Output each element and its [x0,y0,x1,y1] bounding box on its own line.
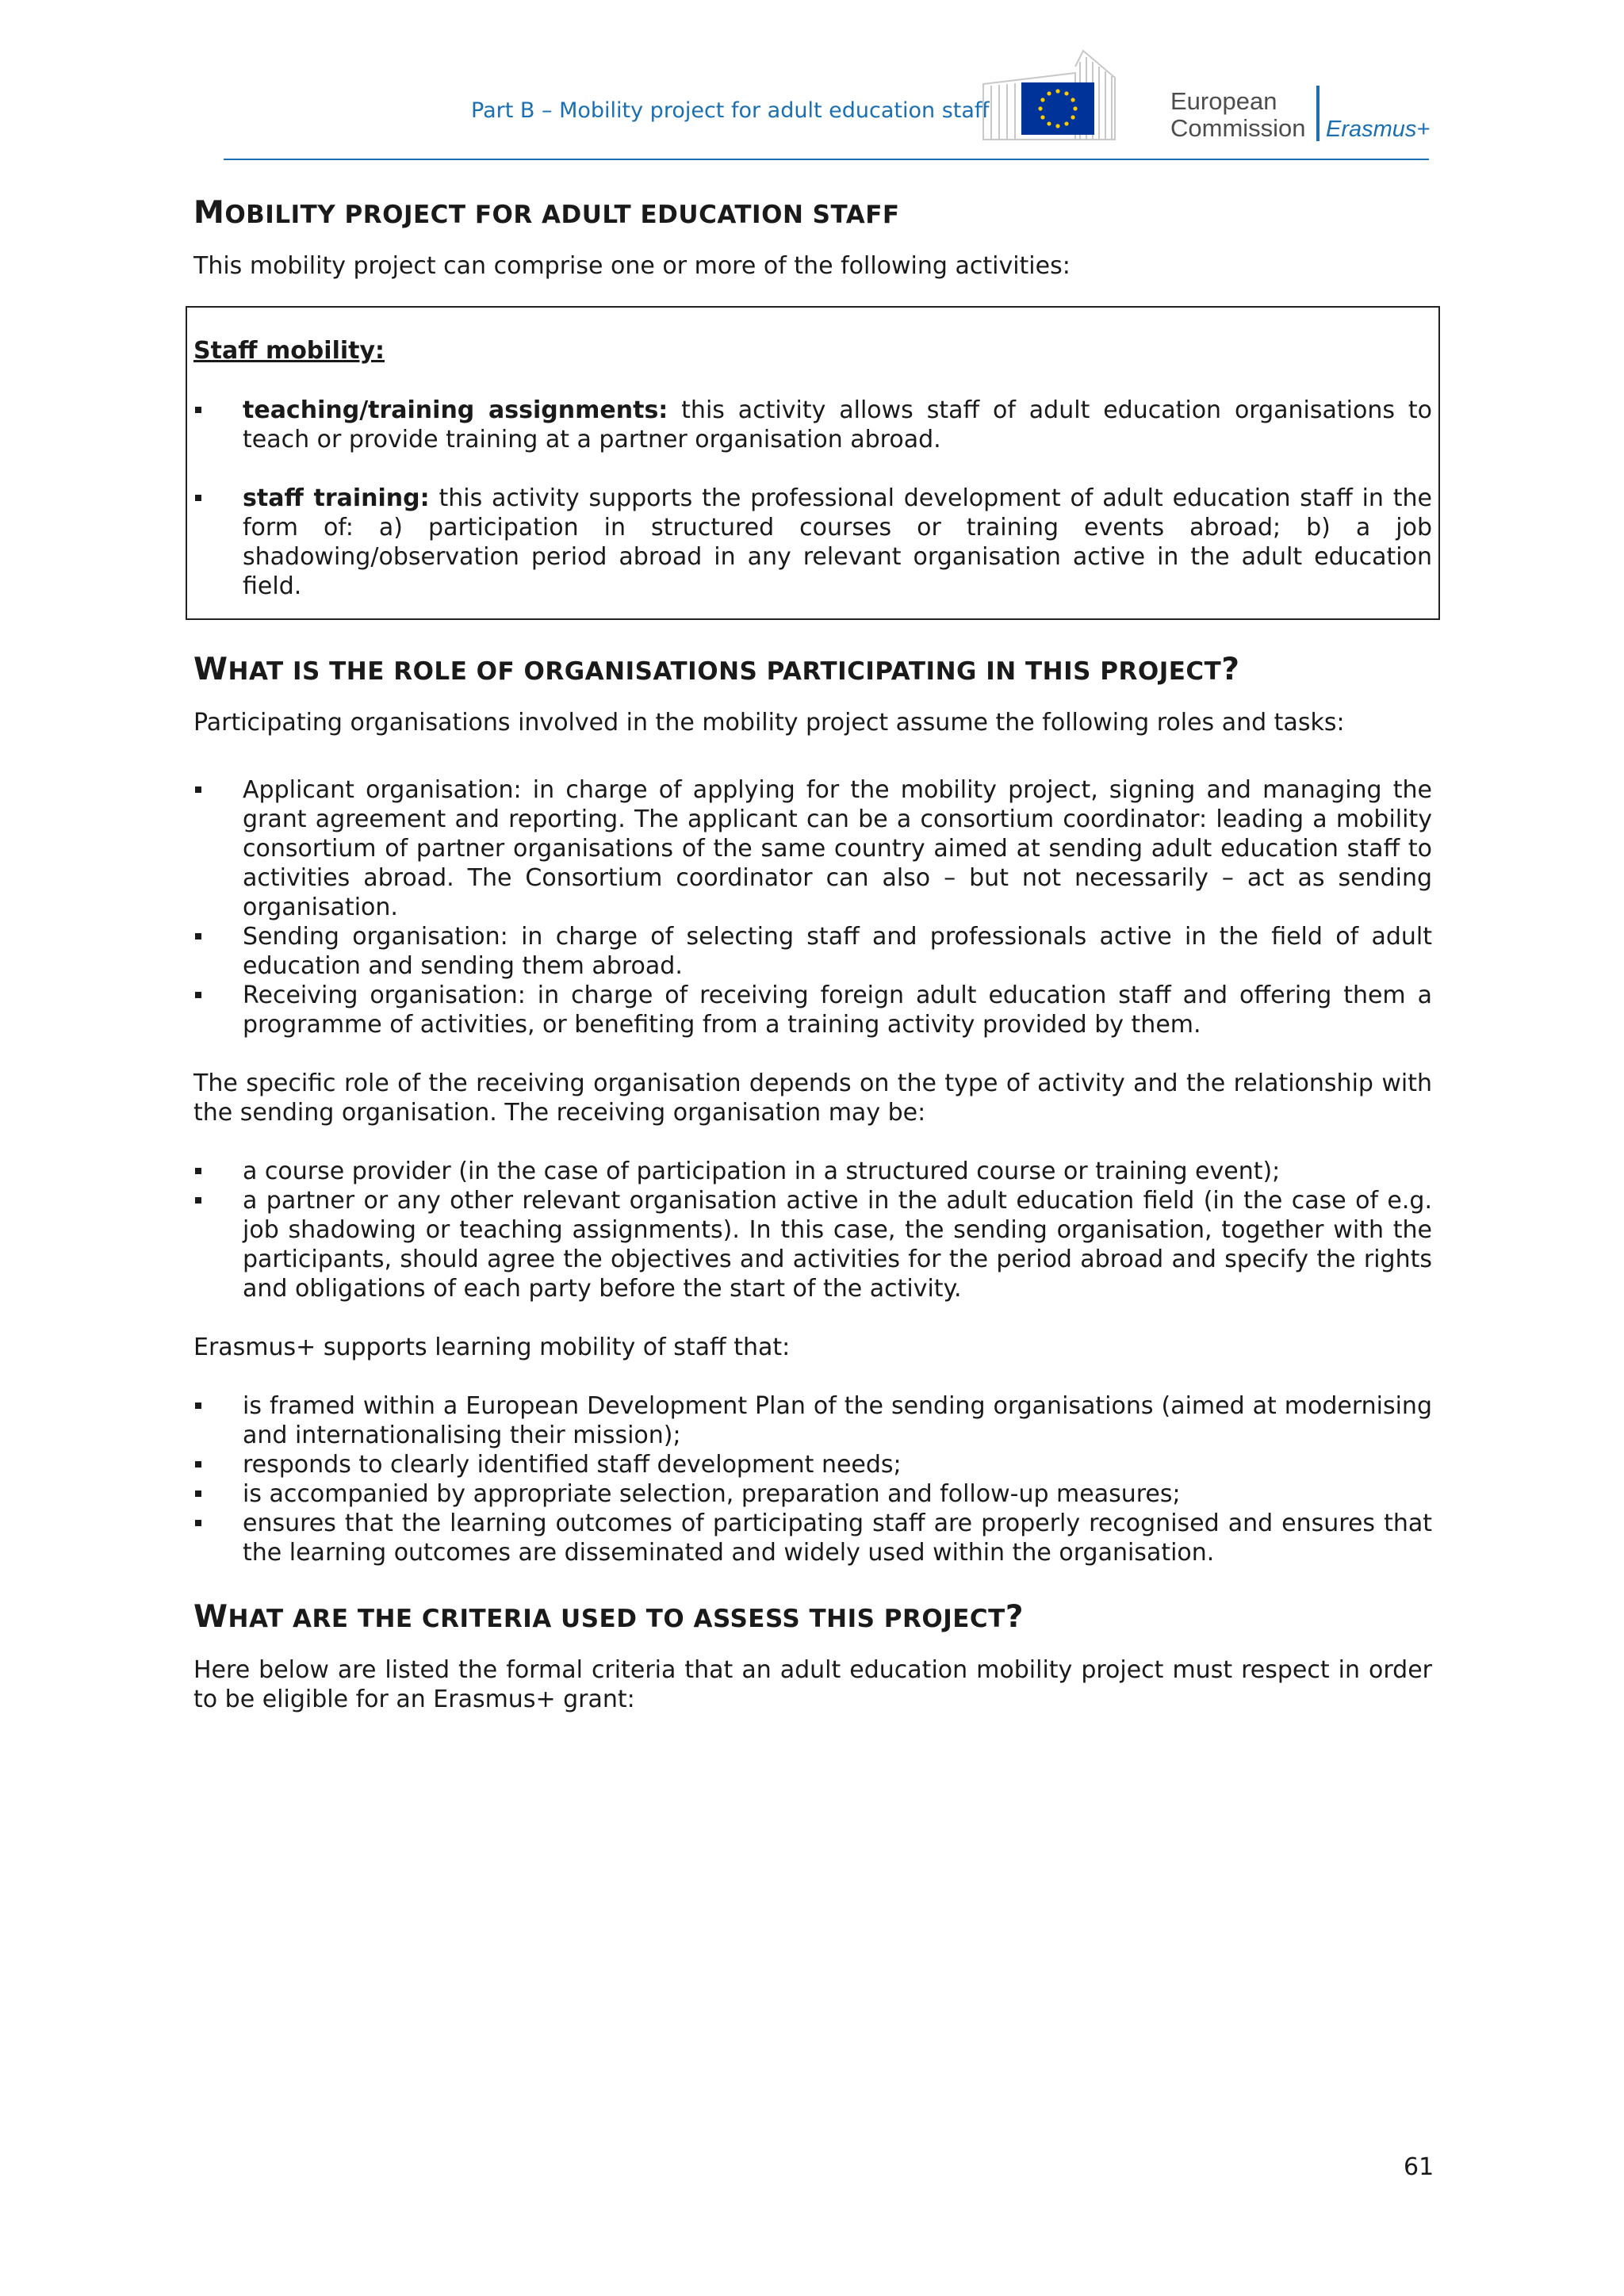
section-heading-criteria: WHAT ARE THE CRITERIA USED TO ASSESS THIS PROJECT? [193,1599,1024,1635]
eu-star-icon [1047,91,1051,95]
european-commission-logo [980,46,1434,149]
bullet-icon [195,786,201,793]
eu-star-icon [1073,106,1077,110]
list-item: Receiving organisation: in charge of receiving foreign adult education staff and offering them a programme of activities, or benefiting from a training activity provided by them. [193,981,1432,1039]
logo-line2: Commission [1170,114,1306,142]
activity-list [193,396,1432,601]
eu-star-icon [1038,106,1042,110]
staff-mobility-box [186,306,1440,620]
eu-star-icon [1071,98,1074,101]
list-item: a partner or any other relevant organisation active in the adult education field (in the case of e.g. job shadowing or teaching assignments). In this case, the sending organisation, together with the participants, should agree the objectives and activities for the period abroad and specify the rights and obligations of each party before the start of the activity. [193,1186,1432,1303]
intro-text: This mobility project can comprise one or more of the following activities: [193,252,1071,280]
roles-list [193,775,1432,1039]
bullet-icon [195,495,201,501]
support-list [193,1391,1432,1567]
list-item: is framed within a European Development Plan of the sending organisations (aimed at modernising and internationalising their mission); [193,1391,1432,1450]
eu-star-icon [1055,124,1059,128]
box-title: Staff mobility: [193,337,385,365]
page-number: 61 [1404,2153,1434,2181]
list-item: is accompanied by appropriate selection, preparation and follow-up measures; [193,1479,1432,1509]
bullet-icon [195,1461,201,1468]
eu-star-icon [1055,89,1059,93]
eu-star-icon [1064,121,1068,125]
bullet-icon [195,1520,201,1526]
eu-star-icon [1071,115,1074,119]
eu-star-icon [1047,121,1051,125]
content [193,190,1432,1714]
eu-star-icon [1040,98,1044,101]
eu-star-icon [1064,91,1068,95]
bullet-icon [195,1490,201,1497]
criteria-text: Here below are listed the formal criteria that an adult education mobility project must respect in order to be eligible for an Erasmus+ grant: [193,1656,1432,1713]
bullet-icon [195,1168,201,1174]
bullet-icon [195,1197,201,1203]
supports-text: Erasmus+ supports learning mobility of staff that: [193,1334,791,1361]
bullet-icon [195,1402,201,1409]
list-item: Applicant organisation: in charge of applying for the mobility project, signing and managing the grant agreement and reporting. The applicant can be a consortium coordinator: leading a mobility consortium of partner organisations of the same country aimed at sending adult education staff to activities abroad. The Consortium coordinator can also – but not necessarily – act as sending organisation. [193,775,1432,922]
header-caption: Part B – Mobility project for adult education staff [471,98,990,123]
logo-program: Erasmus+ [1326,117,1431,142]
list-item: responds to clearly identified staff development needs; [193,1450,1432,1479]
list-item: staff training: this activity supports the professional development of adult education staff in the form of: a) participation in structured courses or training events abroad; b) a job shadowing/observation period abroad in any relevant organisation active in the adult education field. [193,484,1432,601]
page-title: MOBILITY PROJECT FOR ADULT EDUCATION STAFF [193,195,900,231]
section-heading-roles: WHAT IS THE ROLE OF ORGANISATIONS PARTICIPATING IN THIS PROJECT? [193,652,1240,687]
list-item: a course provider (in the case of participation in a structured course or training event); [193,1157,1432,1186]
bullet-icon [195,407,201,413]
logo-line1: European [1170,87,1277,115]
header-rule [224,159,1429,160]
roles-intro: Participating organisations involved in the mobility project assume the following roles and tasks: [193,709,1345,737]
list-item: Sending organisation: in charge of selecting staff and professionals active in the field of adult education and sending them abroad. [193,922,1432,981]
list-item: teaching/training assignments: this activity allows staff of adult education organisations to teach or provide training at a partner organisation abroad. [193,396,1432,454]
specific-role-text: The specific role of the receiving organisation depends on the type of activity and the relationship with the sending organisation. The receiving organisation may be: [193,1070,1432,1127]
receiving-types-list [193,1157,1432,1303]
eu-star-icon [1040,115,1044,119]
list-item: ensures that the learning outcomes of participating staff are properly recognised and ensures that the learning outcomes are disseminated and widely used within the organisation. [193,1509,1432,1567]
logo-separator [1316,86,1320,141]
bullet-icon [195,992,201,998]
bullet-icon [195,933,201,939]
